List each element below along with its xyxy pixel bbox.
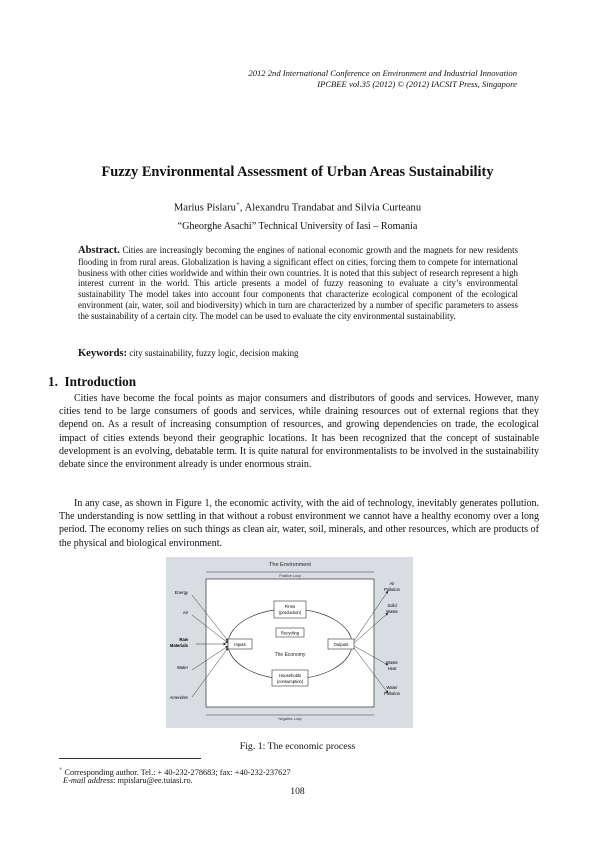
bottom-loop-label: Negative Loop bbox=[278, 717, 302, 721]
page-number: 108 bbox=[290, 786, 305, 797]
households-sublabel: (consumption) bbox=[276, 679, 304, 684]
paragraph-1: Cities have become the focal points as major consumers and distributors of goods and services. However, many cities tend to be large consumers of goods and services, while draining resources out of external regions that they depend on. As a result of increasing consumption of resources, and growing dependencies on trade, the ecological impact of cities extends beyond their geographic locations. It has been recognized that the concept of sustainable development is an evolving, debatable term. It is quite natural for environmentalists to be involved in the sustainability debate since the environment already is under enormous strain. bbox=[59, 393, 539, 471]
abstract-text: Cities are increasingly becoming the engines of national economic growth and the magnets for new residents flooding in from rural areas. Globalization is having a significant effect on cities, forcing them to compete for international business with other cities worldwide and within their own countries. It is noted that this subject of research represent a high interest current in the world. This article presents a model of fuzzy reasoning to evaluate a city’s environmental sustainability The model takes into account four components that characterize ecological component of the ecological environment (air, water, soil and biodiversity) which in turn are characterized by a number of specific parameters to assess the sustainability of a certain city. The model can be used to evaluate the city environmental sustainability. bbox=[78, 245, 518, 321]
raw-label: Raw bbox=[179, 637, 188, 642]
authors bbox=[0, 200, 595, 214]
footnote-contact: Corresponding author. Tel.: + 40-232-278683; fax: +40-232-237627 bbox=[62, 767, 291, 777]
abstract-label: Abstract. bbox=[78, 245, 120, 256]
email-address: : mpislaru@ee.tuiasi.ro. bbox=[113, 776, 193, 785]
solid-waste-label: Waste bbox=[386, 609, 398, 614]
affiliation: “Gheorghe Asachi” Technical University of Iasi – Romania bbox=[177, 221, 418, 232]
solid-label: Solid bbox=[387, 603, 397, 608]
email-label: E-mail address bbox=[63, 776, 114, 785]
paragraph-2: In any case, as shown in Figure 1, the economic activity, with the aid of technology, inevitably generates pollution. The understanding is now settling in that without a robust environment we cannot have a healthy economy over a long period. The economy relies on such things as clean air, water, soil, minerals, and other resources, which are products of the physical and biological environment. bbox=[59, 498, 539, 549]
households-label: Households bbox=[278, 673, 302, 678]
amenities-label: Amenities bbox=[169, 695, 188, 700]
footnote-divider bbox=[59, 758, 201, 759]
heat-label: Heat bbox=[387, 666, 397, 671]
section-title: Introduction bbox=[64, 374, 137, 389]
water-pollution-label: Pollution bbox=[383, 691, 401, 696]
top-loop-label: Positive Loop bbox=[279, 574, 301, 578]
environment-label: The Environment bbox=[269, 562, 311, 568]
firms-sublabel: (production) bbox=[278, 610, 302, 615]
paper-title: Fuzzy Environmental Assessment of Urban Areas Sustainability bbox=[101, 164, 494, 180]
inputs-label: Inputs bbox=[234, 642, 246, 647]
keywords bbox=[78, 348, 518, 360]
water-input-label: Water bbox=[176, 665, 188, 670]
section-number: 1. bbox=[48, 374, 58, 389]
water-output-label: Water bbox=[386, 685, 398, 690]
author-rest: , Alexandru Trandabat and Silvia Curteanu bbox=[239, 202, 422, 214]
keywords-text: city sustainability, fuzzy logic, decision making bbox=[127, 348, 299, 358]
corresponding-mark: + bbox=[235, 200, 240, 208]
footnote-email bbox=[59, 776, 193, 786]
figure-caption: Fig. 1: The economic process bbox=[239, 741, 356, 752]
author-first: Marius Pislaru bbox=[173, 202, 236, 214]
recycling-label: Recycling bbox=[280, 630, 300, 636]
waste-label: Waste bbox=[386, 660, 398, 665]
section-heading bbox=[48, 374, 136, 390]
economic-process-figure bbox=[166, 557, 413, 728]
energy-label: Energy bbox=[174, 590, 188, 595]
proceedings-header: IPCBEE vol.35 (2012) © (2012) IACSIT Press, Singapore bbox=[317, 79, 517, 89]
abstract bbox=[78, 245, 518, 321]
keywords-label: Keywords: bbox=[78, 348, 127, 359]
footnote-mark: + bbox=[59, 767, 63, 773]
air-pollution-label: Pollution bbox=[383, 587, 401, 592]
economy-label: The Economy bbox=[274, 652, 306, 658]
outputs-label: Outputs bbox=[333, 642, 349, 647]
air-output-label: Air bbox=[389, 581, 395, 586]
firms-label: Firms bbox=[284, 604, 296, 609]
air-input-label: Air bbox=[182, 610, 188, 615]
conference-header: 2012 2nd International Conference on Environment and Industrial Innovation bbox=[248, 68, 517, 78]
materials-label: Materials bbox=[169, 643, 188, 648]
